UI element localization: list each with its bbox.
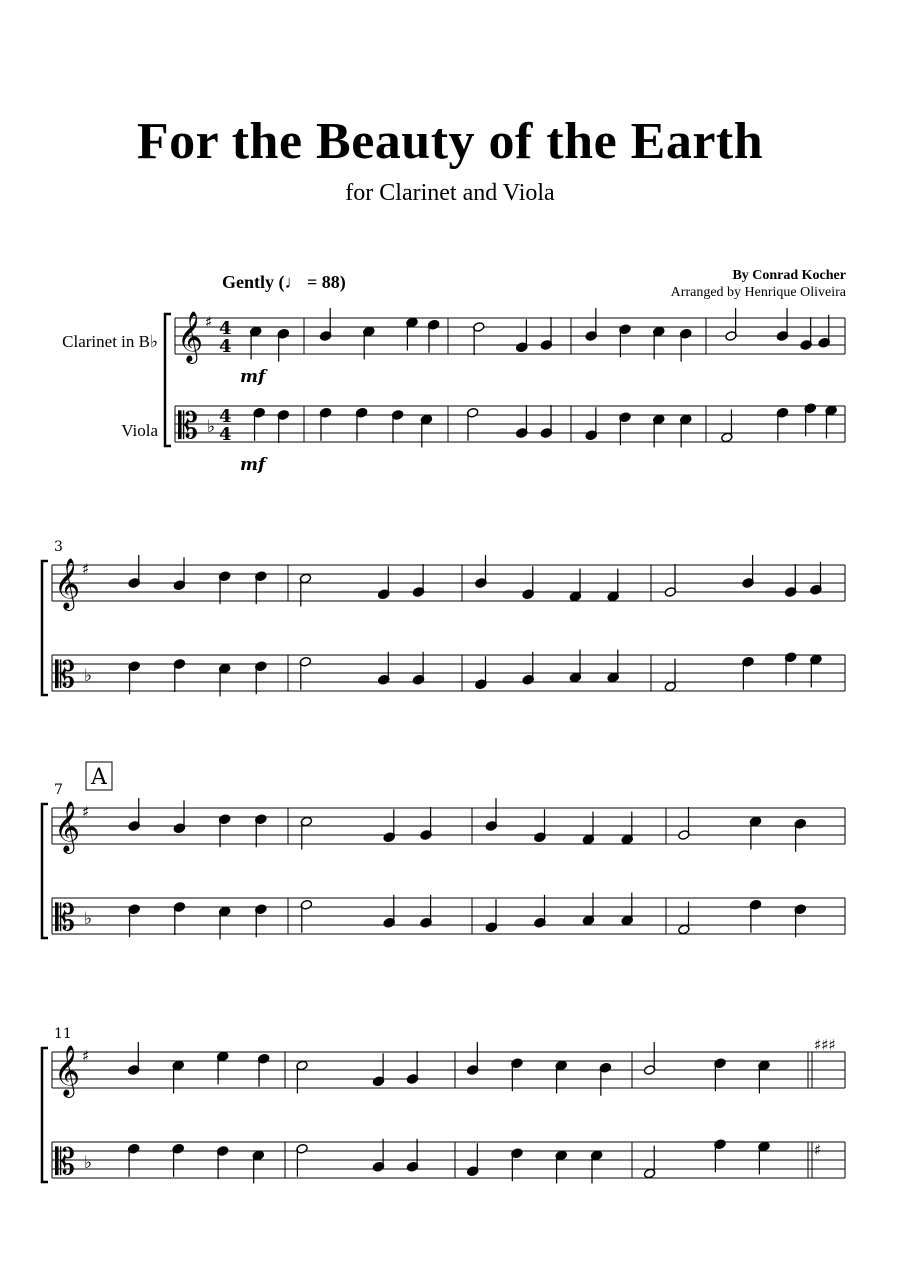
tempo-marking: Gently (♩ = 88) (222, 272, 346, 292)
dynamic-marking: mf (240, 367, 266, 387)
system-bracket (42, 561, 48, 695)
instrument-label-clarinet: Clarinet in B♭ (62, 332, 158, 351)
key-signature-flat: ♭ (84, 909, 93, 929)
alto-clef-icon: 𝄡 (178, 406, 199, 447)
treble-clef-icon: 𝄞 (54, 558, 81, 609)
time-signature: 4 (219, 318, 232, 339)
system-bracket (42, 1048, 48, 1182)
treble-clef-icon: 𝄞 (177, 311, 204, 362)
key-signature-sharp: ♯ (82, 803, 90, 821)
key-signature-sharp: ♯ (82, 1047, 90, 1065)
alto-clef-icon: 𝄡 (55, 655, 76, 696)
key-signature-flat: ♭ (84, 666, 93, 686)
alto-clef-icon: 𝄡 (55, 1142, 76, 1183)
arranger-credit: Arranged by Henrique Oliveira (670, 285, 846, 300)
key-signature-flat: ♭ (207, 417, 216, 437)
treble-clef-icon: 𝄞 (54, 1045, 81, 1096)
time-signature: 4 (219, 336, 232, 357)
dynamic-marking: mf (240, 455, 266, 475)
composer-credit: By Conrad Kocher (732, 268, 846, 283)
key-signature-flat: ♭ (84, 1153, 93, 1173)
treble-clef-icon: 𝄞 (54, 801, 81, 852)
key-change-sharps: ♯♯♯ (814, 1036, 836, 1054)
key-signature-sharp: ♯ (82, 560, 90, 578)
time-signature: 4 (219, 424, 232, 445)
piece-subtitle: for Clarinet and Viola (345, 180, 555, 206)
measure-number: 7 (54, 782, 63, 798)
key-change-sharp: ♯ (814, 1141, 822, 1159)
piece-title: For the Beauty of the Earth (136, 113, 764, 170)
key-signature-sharp: ♯ (205, 313, 213, 331)
instrument-label-viola: Viola (121, 421, 158, 440)
rehearsal-mark: A (91, 765, 107, 790)
time-signature: 4 (219, 406, 232, 427)
score-systems (42, 308, 845, 1184)
system-3 (42, 762, 845, 940)
system-bracket (165, 314, 171, 446)
system-2 (42, 539, 845, 697)
measure-number: 3 (54, 539, 63, 555)
measure-number: 11 (54, 1026, 72, 1042)
system-bracket (42, 804, 48, 938)
alto-clef-icon: 𝄡 (55, 898, 76, 939)
system-1 (165, 308, 845, 475)
system-4 (42, 1026, 845, 1184)
